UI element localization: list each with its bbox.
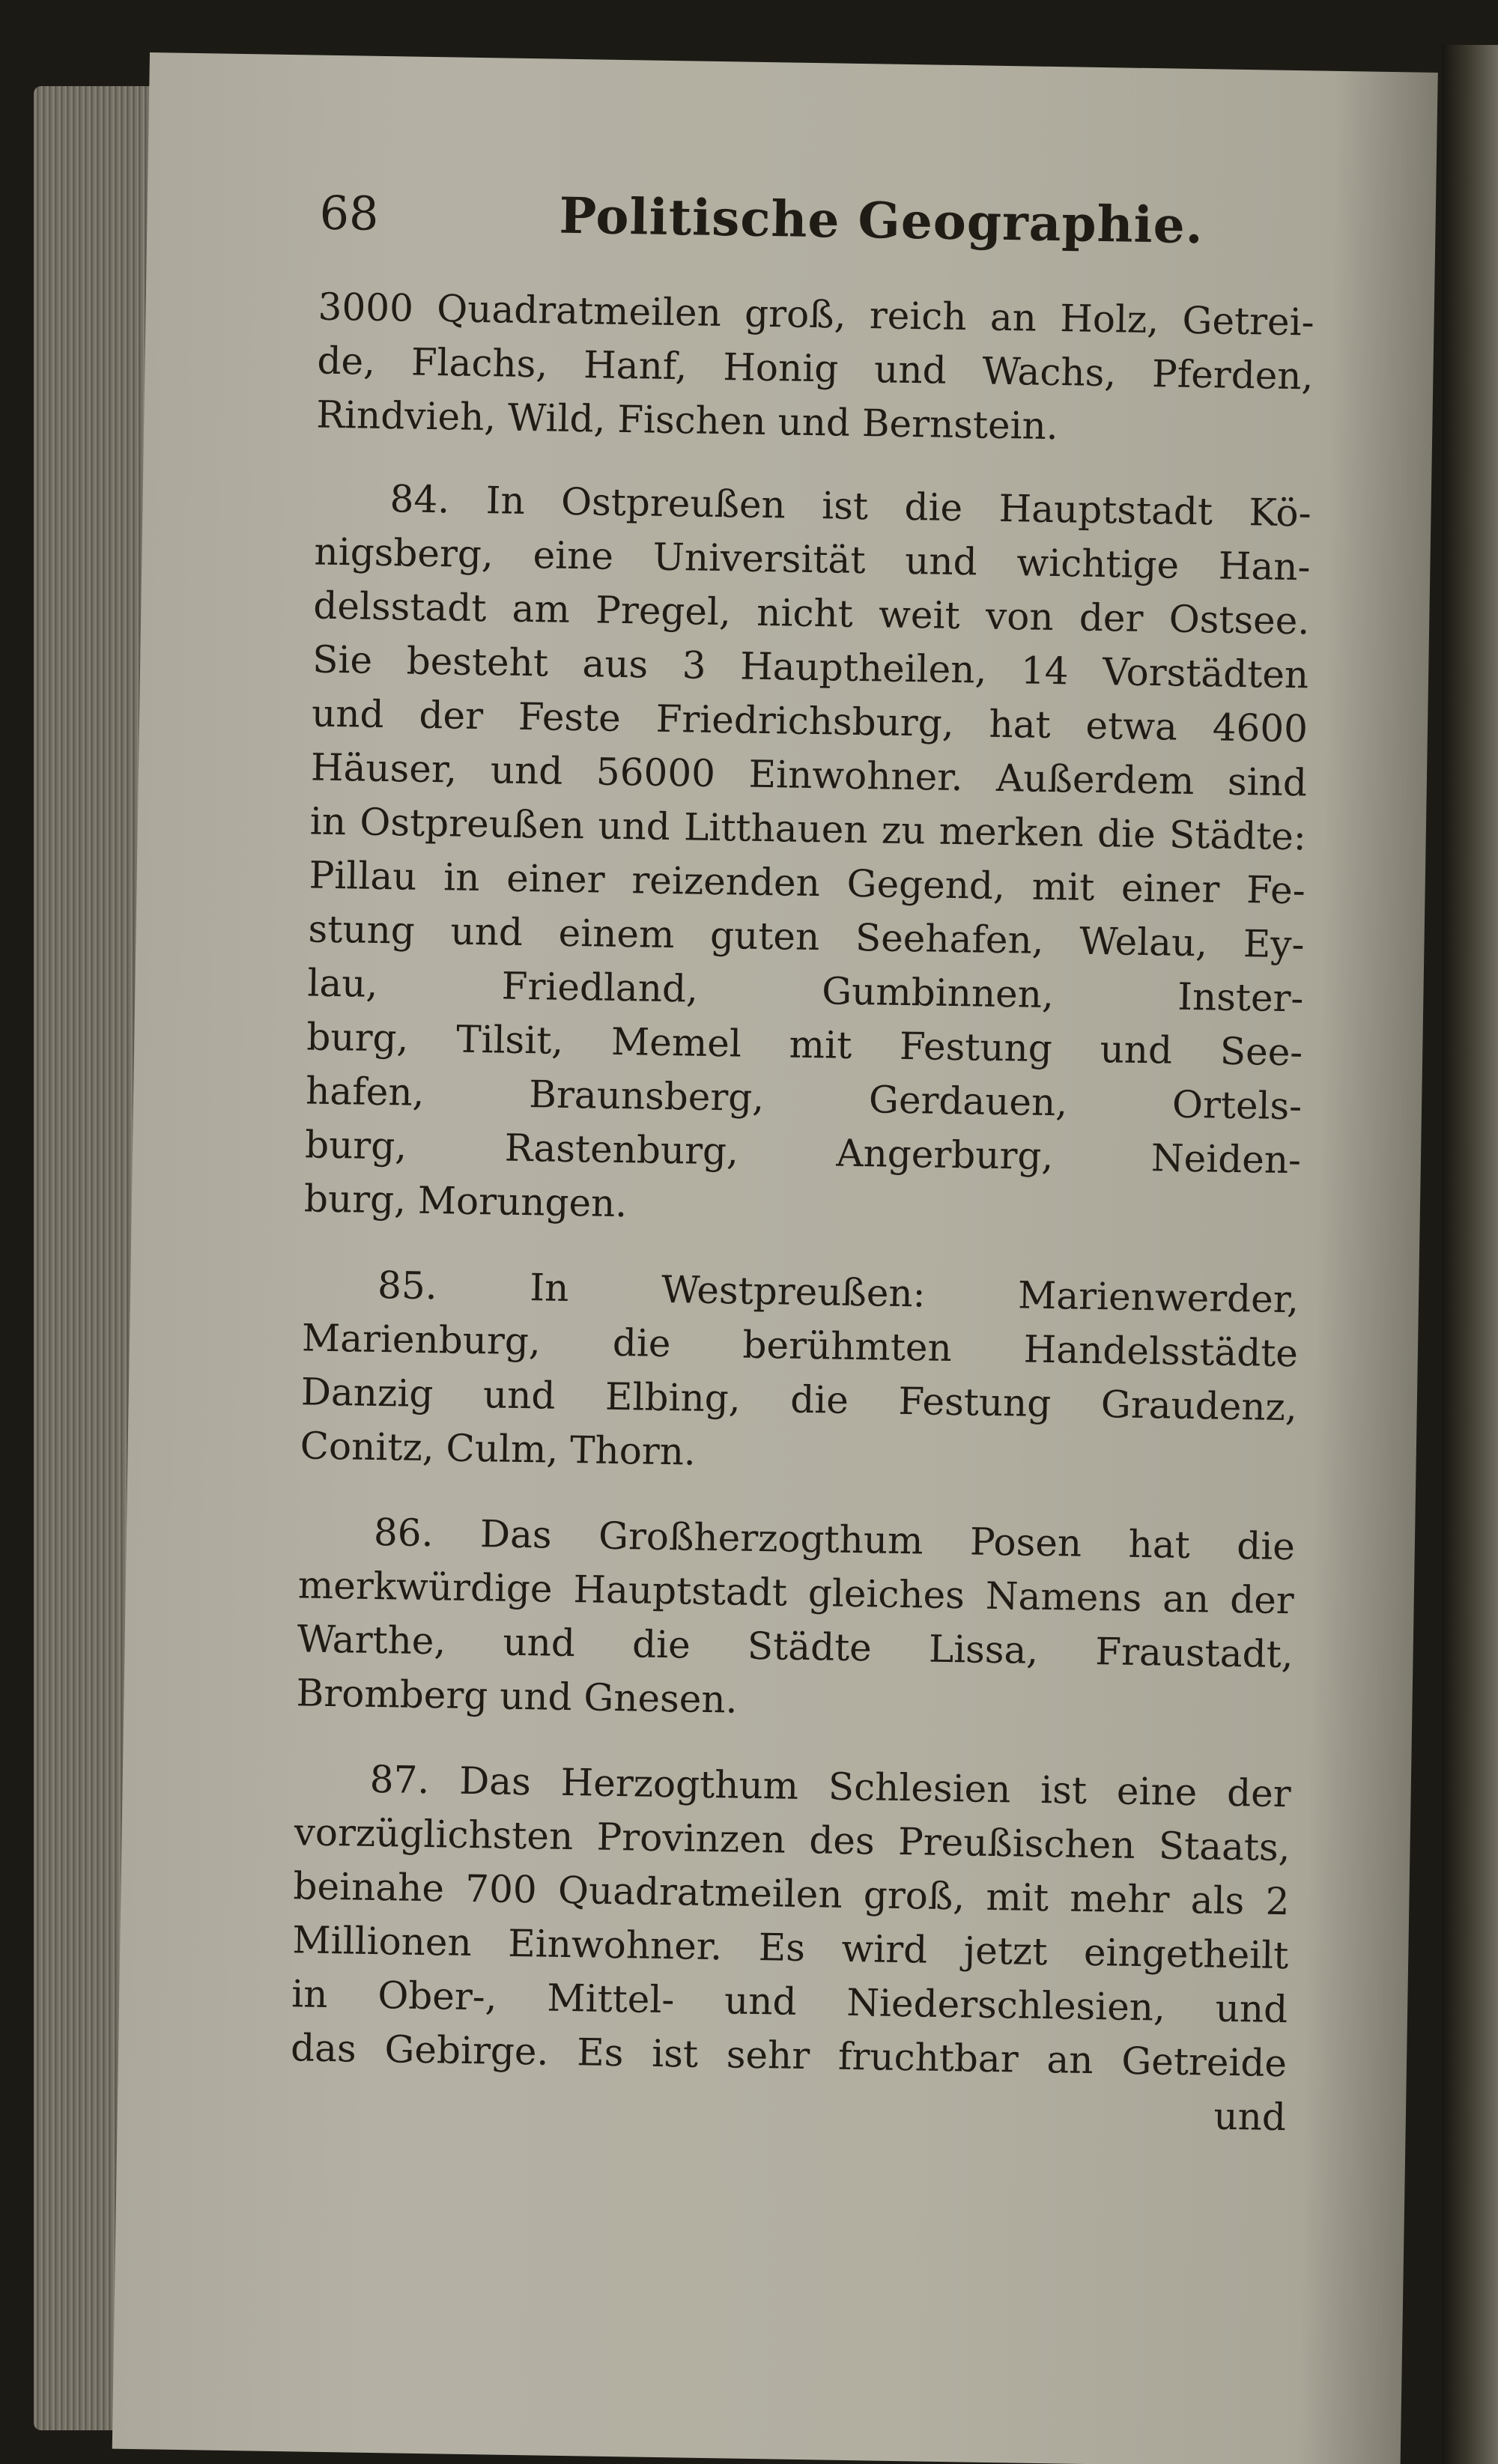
section-86-line: 86. Das Großherzogthum Posen hat die [373,1510,1296,1569]
text-line: Danzig und Elbing, die Festung Graudenz, [300,1370,1298,1430]
text-line: Pillau in einer reizenden Gegend, mit einer Fe- [309,853,1306,913]
section-85-line: 85. In Westpreußen: Marienwerder, [377,1263,1300,1322]
running-title: Politische Geographie. [559,186,1204,255]
text-line: Marienburg, die berühmten Handelsstädte [301,1316,1299,1376]
text-line: Rindvieh, Wild, Fischen und Bernstein. [315,392,1059,449]
text-line: Häuser, und 56000 Einwohner. Außerdem sind [310,745,1308,805]
text-line: Conitz, Culm, Thorn. [300,1424,697,1474]
catchword: und [1213,2094,1287,2140]
text-line: nigsberg, eine Universität und wichtige Han- [314,529,1311,589]
text-line: burg, Rastenburg, Angerburg, Neiden- [304,1123,1302,1183]
page-header [319,183,1317,281]
text-line: das Gebirge. Es ist sehr fruchtbar an Getreide [290,2026,1288,2086]
text-line: hafen, Braunsberg, Gerdauen, Ortels- [305,1069,1303,1129]
text-line: stung und einem guten Seehafen, Welau, Ey- [308,907,1305,967]
text-line: merkwürdige Hauptstadt gleiches Namens an der [297,1563,1295,1623]
text-line: beinahe 700 Quadratmeilen groß, mit mehr als 2 [293,1864,1290,1924]
text-line: Millionen Einwohner. Es wird jetzt eingetheilt [291,1918,1289,1978]
text-line: lau, Friedland, Gumbinnen, Inster- [307,961,1304,1021]
book-page [112,52,1438,2464]
text-line: burg, Morungen. [303,1177,628,1226]
text-line: delsstadt am Pregel, nicht weit von der Ostsee. [312,583,1310,643]
page-number: 68 [319,185,380,241]
section-84-line: 84. In Ostpreußen ist die Hauptstadt Kö- [389,477,1311,535]
text-line: burg, Tilsit, Memel mit Festung und See- [306,1015,1303,1075]
text-line: in Ober-, Mittel- und Niederschlesien, und [291,1972,1288,2032]
text-line: Warthe, und die Städte Lissa, Fraustadt, [297,1617,1294,1677]
text-line: vorzüglichsten Provinzen des Preußischen Staats, [294,1810,1291,1870]
text-line: de, Flachs, Hanf, Honig und Wachs, Pferden, [317,339,1314,398]
text-line: Bromberg und Gnesen. [296,1671,738,1722]
text-line: und der Feste Friedrichsburg, hat etwa 4600 [311,691,1309,751]
facing-page-edge [1442,45,1498,2464]
section-87-line: 87. Das Herzogthum Schlesien ist eine der [369,1757,1292,1816]
text-line: in Ostpreußen und Litthauen zu merken die Städte: [309,799,1307,859]
text-line: 3000 Quadratmeilen groß, reich an Holz, Getrei- [318,285,1314,345]
page-text [290,55,1318,2140]
text-line: Sie besteht aus 3 Hauptheilen, 14 Vorstädten [312,637,1309,697]
